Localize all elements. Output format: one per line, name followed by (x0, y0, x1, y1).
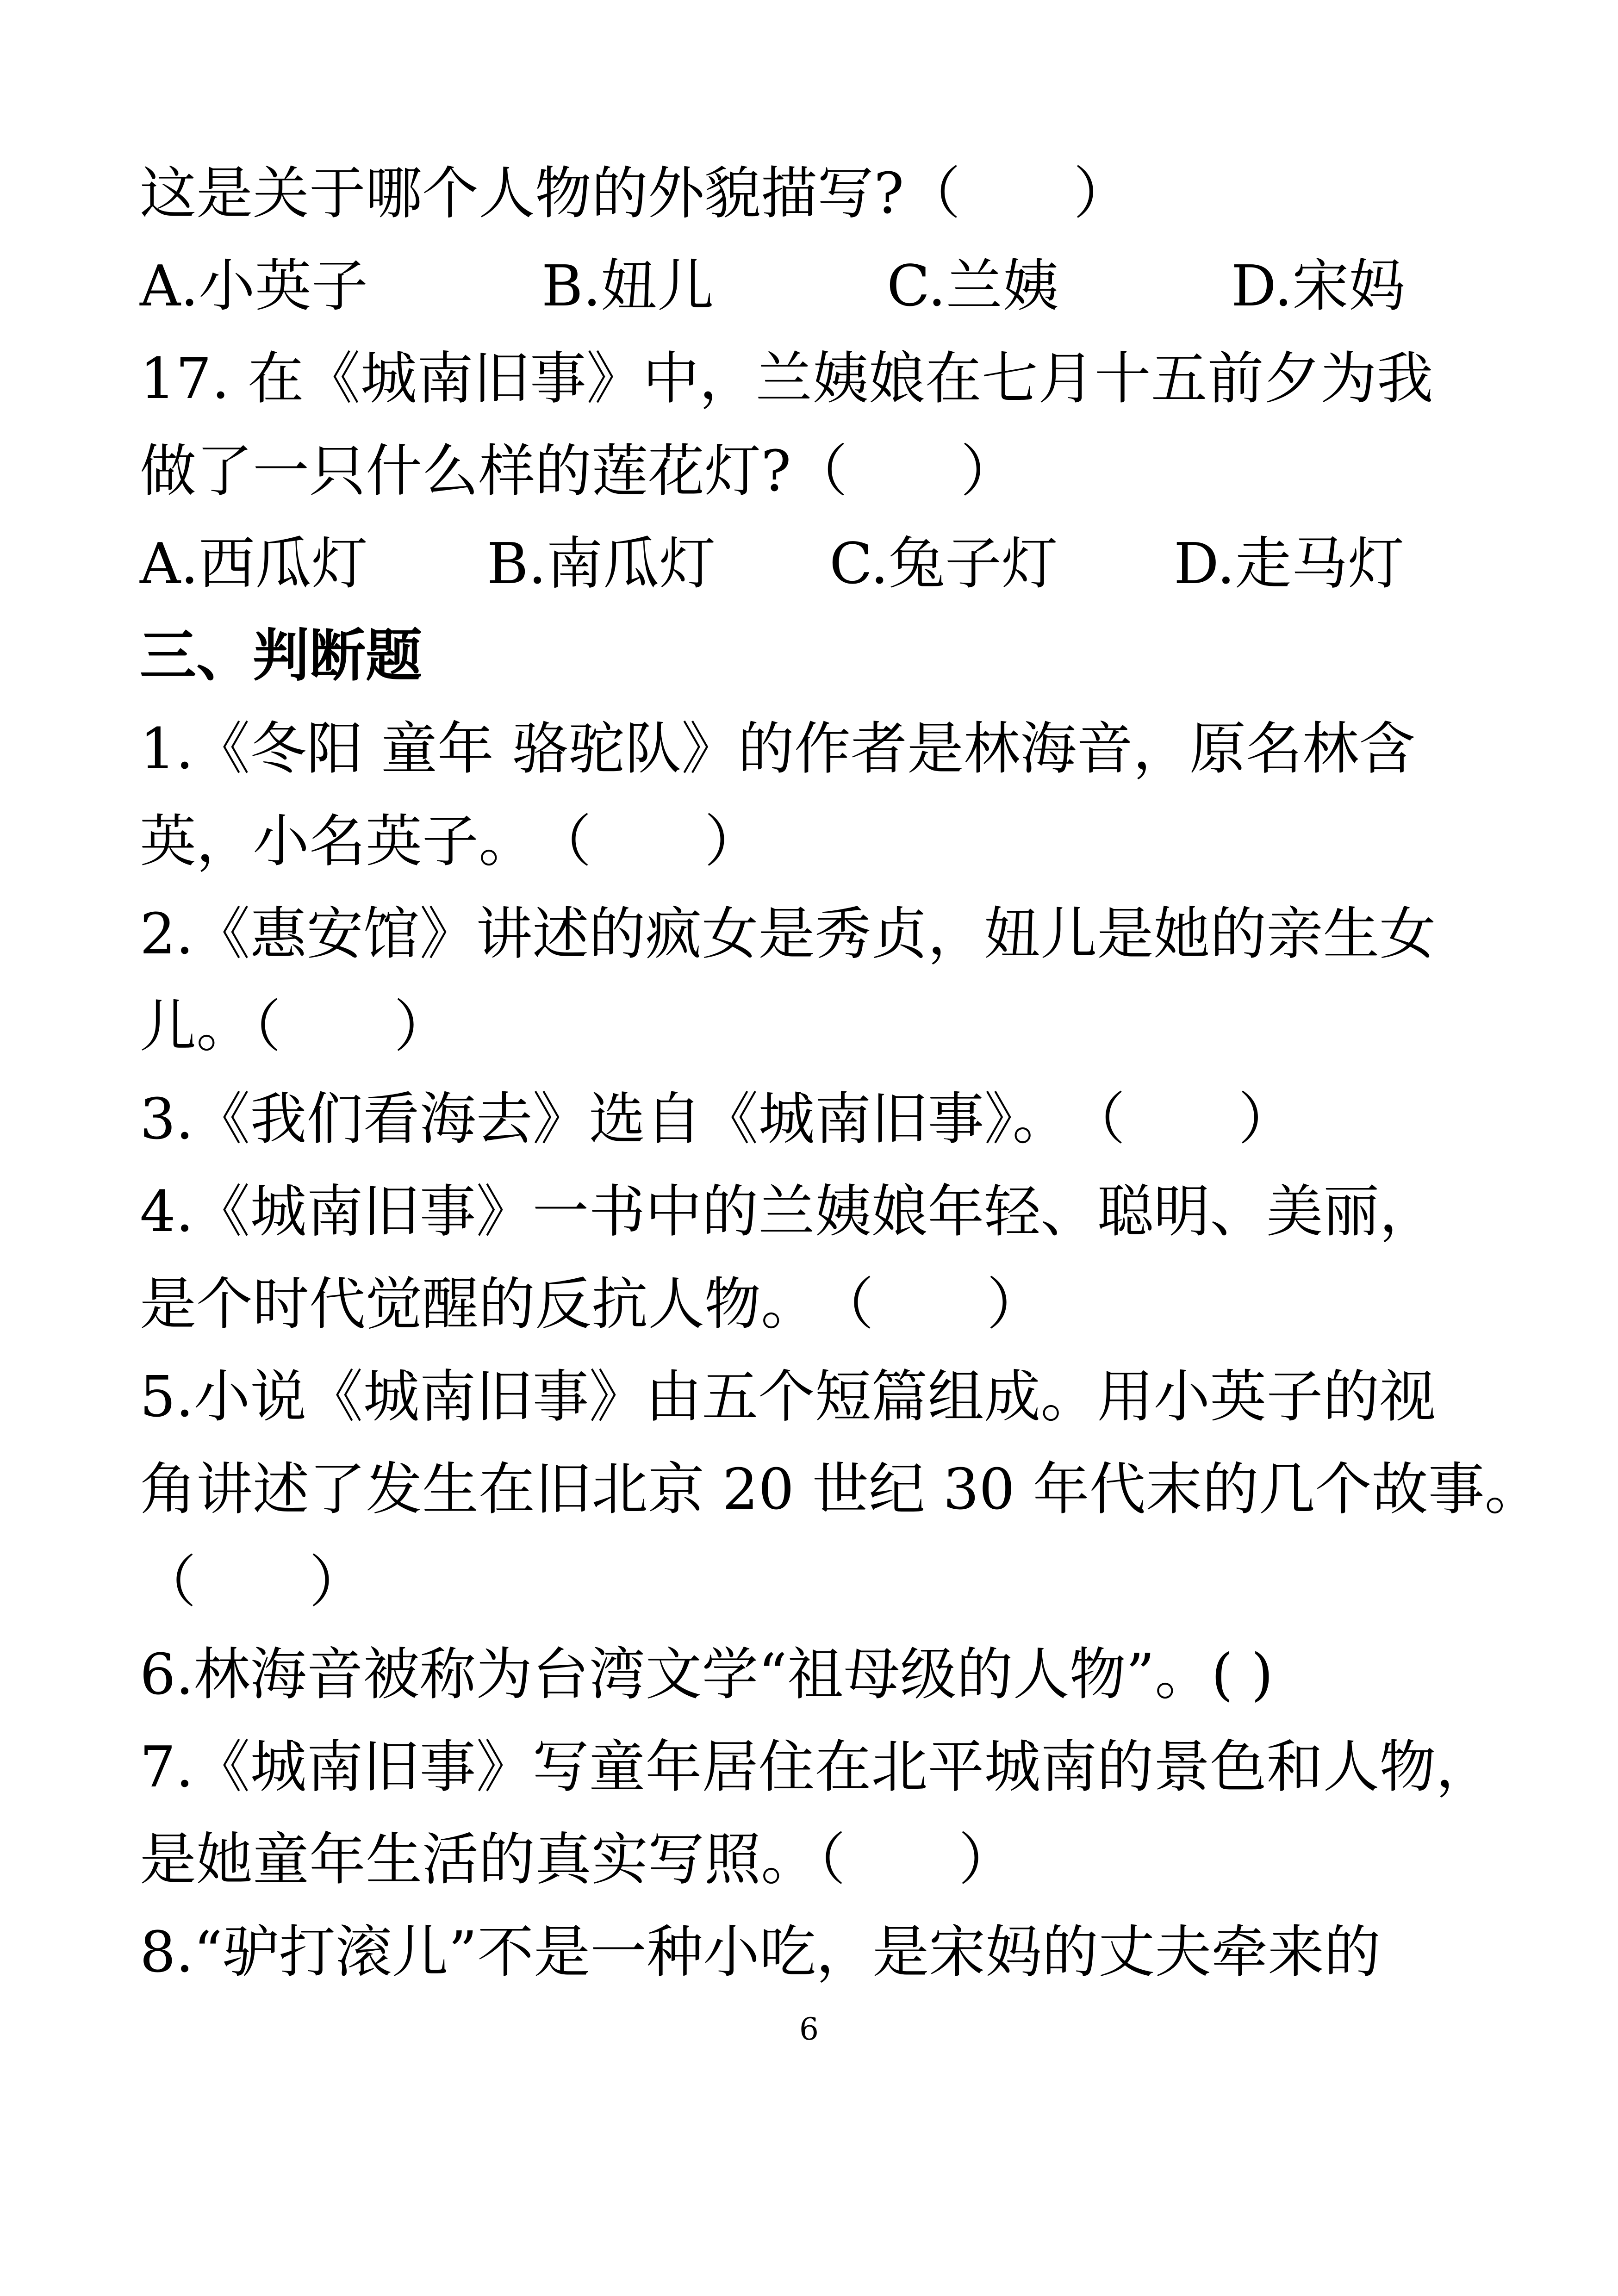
option-b: B.南瓜灯 (487, 531, 716, 597)
judgement-5-line-1: 5.小说《城南旧事》由五个短篇组成。用小英子的视 (140, 1364, 1436, 1430)
judgement-6: 6.林海音被称为台湾文学“祖母级的人物”。( ) (140, 1642, 1274, 1707)
judgement-1-line-2: 英，小名英子。 （ ） (140, 809, 761, 874)
judgement-7-line-2: 是她童年生活的真实写照。（ ） (140, 1827, 1015, 1892)
question-17-line-2: 做了一只什么样的莲花灯?（ ） (140, 438, 1017, 504)
judgement-4-line-1: 4.《城南旧事》一书中的兰姨娘年轻、聪明、美丽， (140, 1179, 1436, 1244)
page-number: 6 (799, 2011, 819, 2047)
judgement-8-line-1: 8.“驴打滚儿”不是一种小吃，是宋妈的丈夫牵来的 (140, 1919, 1381, 1985)
judgement-5-line-2: 角讲述了发生在旧北京 20 世纪 30 年代末的几个故事。 (140, 1456, 1541, 1522)
option-d: D.宋妈 (1231, 253, 1406, 319)
judgement-2-line-2: 儿。（ ） (140, 994, 450, 1059)
judgement-2-line-1: 2.《惠安馆》讲述的疯女是秀贞，妞儿是她的亲生女 (140, 901, 1436, 967)
section-heading: 三、判断题 (140, 622, 422, 689)
question-17-line-1: 17. 在《城南旧事》中，兰姨娘在七月十五前夕为我 (140, 346, 1433, 411)
option-b: B.妞儿 (541, 253, 714, 319)
judgement-5-line-3: （ ） (140, 1549, 366, 1615)
judgement-1-line-1: 1.《冬阳 童年 骆驼队》的作者是林海音，原名林含 (140, 716, 1415, 782)
option-a: A.西瓜灯 (140, 531, 368, 597)
judgement-4-line-2: 是个时代觉醒的反抗人物。 （ ） (140, 1271, 1043, 1337)
option-c: C.兔子灯 (829, 531, 1058, 597)
option-c: C.兰姨 (887, 253, 1059, 319)
judgement-3: 3.《我们看海去》选自《城南旧事》。 （ ） (140, 1086, 1295, 1152)
judgement-7-line-1: 7.《城南旧事》写童年居住在北平城南的景色和人物， (140, 1734, 1493, 1800)
option-a: A.小英子 (140, 253, 368, 319)
option-d: D.走马灯 (1174, 531, 1405, 597)
question-16-stem: 这是关于哪个人物的外貌描写?（ ） (140, 161, 1130, 226)
